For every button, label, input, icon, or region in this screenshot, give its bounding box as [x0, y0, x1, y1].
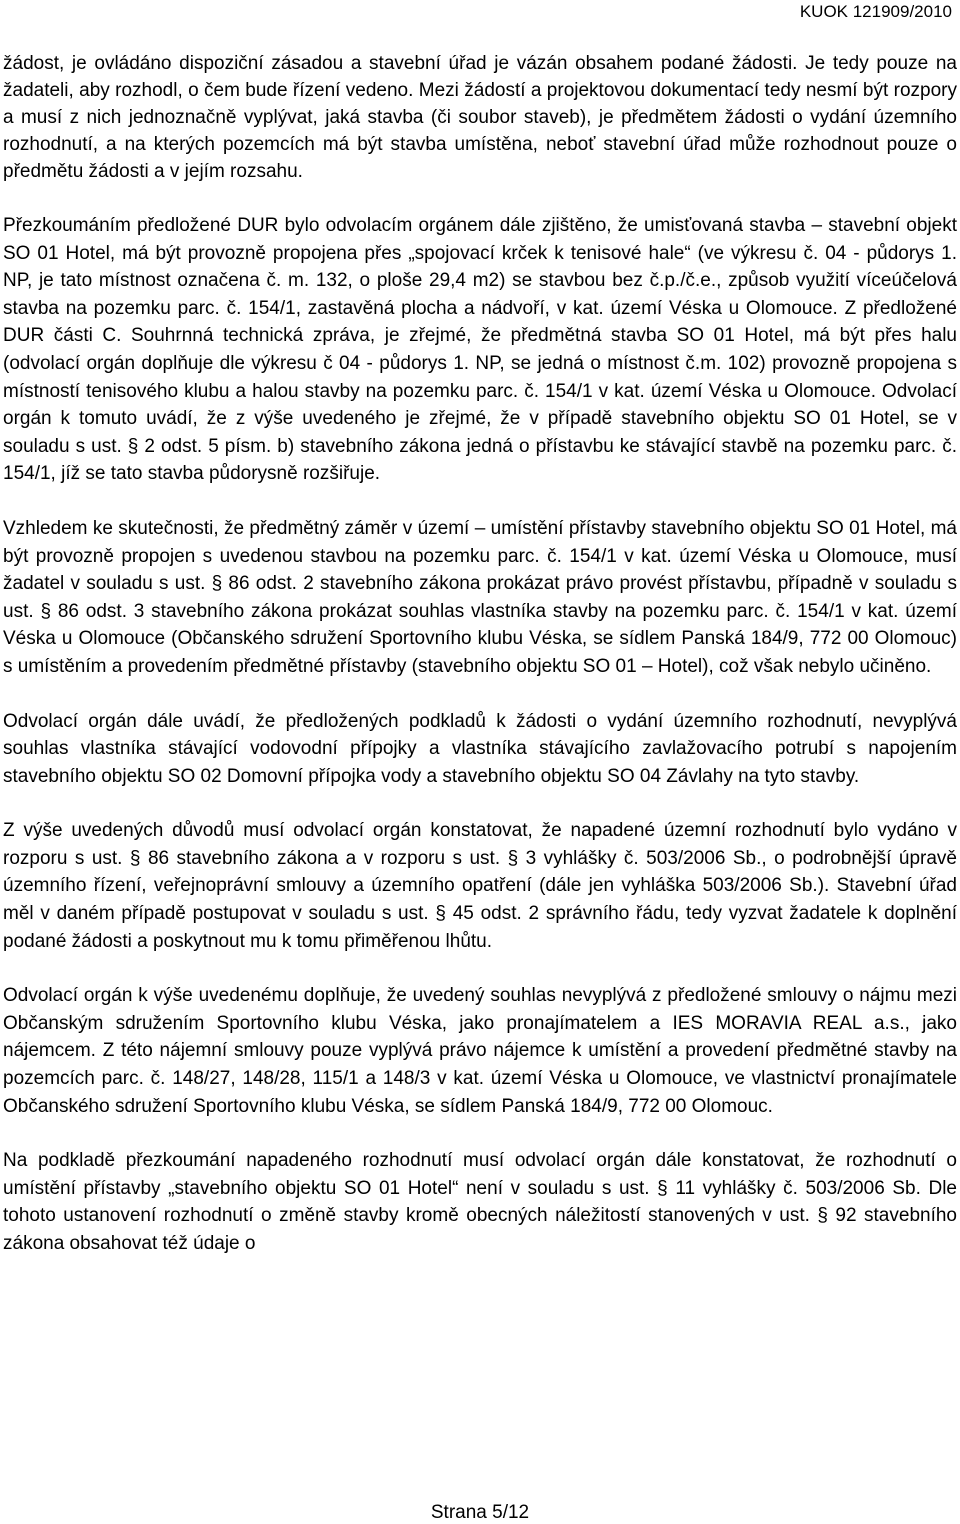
paragraph-utility-consent: Odvolací orgán dále uvádí, že předložených podkladů k žádosti o vydání územního rozhodnutí, nevyplývá souhlas vlastníka stávající vodovodní přípojky a vlastníka stávajícího zavlažovacího potrubí s napojením stavebního objektu SO 02 Domovní přípojka vody a stavebního objektu SO 04 Závlahy na tyto stavby. — [3, 710, 957, 787]
paragraph-dur-review: Přezkoumáním předložené DUR bylo odvolacím orgánem dále zjištěno, že umisťovaná stavba – stavební objekt SO 01 Hotel, má být provozně propojena přes „spojovací krček k tenisové hale“ (ve výkresu č. 04 - půdorys 1. NP, je tato místnost označena č. m. 132, o ploše 29,4 m2) se stavbou bez č.p./č.e., způsob využití víceúčelová stavba na pozemku parc. č. 154/1, zastavěná plocha a nádvoří, v kat. území Véska u Olomouce. Z předložené DUR části C. Souhrnná technická zpráva, je zřejmé, že předmětná stavba SO 01 Hotel, má být přes halu (odvolací orgán doplňuje dle výkresu č 04 - půdorys 1. NP, se jedná o místnost č.m. 102) provozně propojena s místností tenisového klubu a halou stavby na pozemku parc. č. 154/1 v kat. území Véska u Olomouce. Odvolací orgán k tomuto uvádí, že z výše uvedeného je zřejmé, že v případě stavebního objektu SO 01 Hotel, se v souladu s ust. § 2 odst. 5 písm. b) stavebního zákona jedná o přístavbu ke stávající stavbě na pozemku parc. č. 154/1, jíž se tato stavba půdorysně rozšiřuje. — [3, 215, 957, 485]
page-number-footer: Strana 5/12 — [430, 1502, 530, 1523]
paragraph-regulation-compliance: Na podkladě přezkoumání napadeného rozhodnutí musí odvolací orgán dále konstatovat, že rozhodnutí o umístění přístavby „stavebního objektu SO 01 Hotel“ není v souladu s ust. § 11 vyhlášky č. 503/2006 Sb. Dle tohoto ustanovení rozhodnutí o změně stavby kromě obecných náležitostí stanovených v ust. § 92 stavebního zákona obsahovat též údaje o — [3, 1150, 957, 1254]
paragraph-lease-agreement: Odvolací orgán k výše uvedenému doplňuje, že uvedený souhlas nevyplývá z předložené smlouvy o nájmu mezi Občanským sdružením Sportovního klubu Véska, jako pronajímatelem a IES MORAVIA REAL a.s., jako nájemcem. Z této nájemní smlouvy pouze vyplývá právo nájemce k umístění a provedení předmětné stavby na pozemcích parc. č. 148/27, 148/28, 115/1 a 148/3 v kat. území Véska u Olomouce, ve vlastnictví pronajímatele Občanského sdružení Sportovního klubu Véska, se sídlem Panská 184/9, 772 00 Olomouc. — [3, 985, 957, 1117]
paragraph-intro-continuation: žádost, je ovládáno dispoziční zásadou a stavební úřad je vázán obsahem podané žádosti. Je tedy pouze na žadateli, aby rozhodl, o čem bude řízení vedeno. Mezi žádostí a projektovou dokumentací tedy nesmí být rozpory a musí z nich jednoznačně vyplývat, jaká stavba (či soubor staveb), je předmětem žádosti o vydání územního rozhodnutí, a na kterých pozemcích má být stavba umístěna, neboť stavební úřad může rozhodnout pouze o předmětu žádosti a v jejím rozsahu. — [3, 53, 957, 182]
paragraph-extension-consent: Vzhledem ke skutečnosti, že předmětný záměr v území – umístění přístavby stavebního objektu SO 01 Hotel, má být provozně propojen s uvedenou stavbou na pozemku parc. č. 154/1 v kat. území Véska u Olomouce, musí žadatel v souladu s ust. § 86 odst. 2 stavebního zákona prokázat právo provést přístavbu, případně v souladu s ust. § 86 odst. 3 stavebního zákona prokázat souhlas vlastníka stavby na pozemku parc. č. 154/1 v kat. území Véska u Olomouce (Občanského sdružení Sportovního klubu Véska, se sídlem Panská 184/9, 772 00 Olomouc) s umístěním a provedením předmětné přístavby (stavebního objektu SO 01 – Hotel), což však nebylo učiněno. — [3, 517, 957, 677]
document-body — [3, 50, 957, 1258]
paragraph-conclusion-conflict: Z výše uvedených důvodů musí odvolací orgán konstatovat, že napadené územní rozhodnutí bylo vydáno v rozporu s ust. § 86 stavebního zákona a v rozporu s ust. § 3 vyhlášky č. 503/2006 Sb., o podrobnější úpravě územního řízení, veřejnoprávní smlouvy a územního opatření (dále jen vyhláška 503/2006 Sb.). Stavební úřad měl v daném případě postupovat v souladu s ust. § 45 odst. 2 správního řádu, tedy vyzvat žadatele k doplnění podané žádosti a poskytnout mu k tomu přiměřenou lhůtu. — [3, 820, 957, 952]
document-reference-number: KUOK 121909/2010 — [799, 2, 952, 21]
